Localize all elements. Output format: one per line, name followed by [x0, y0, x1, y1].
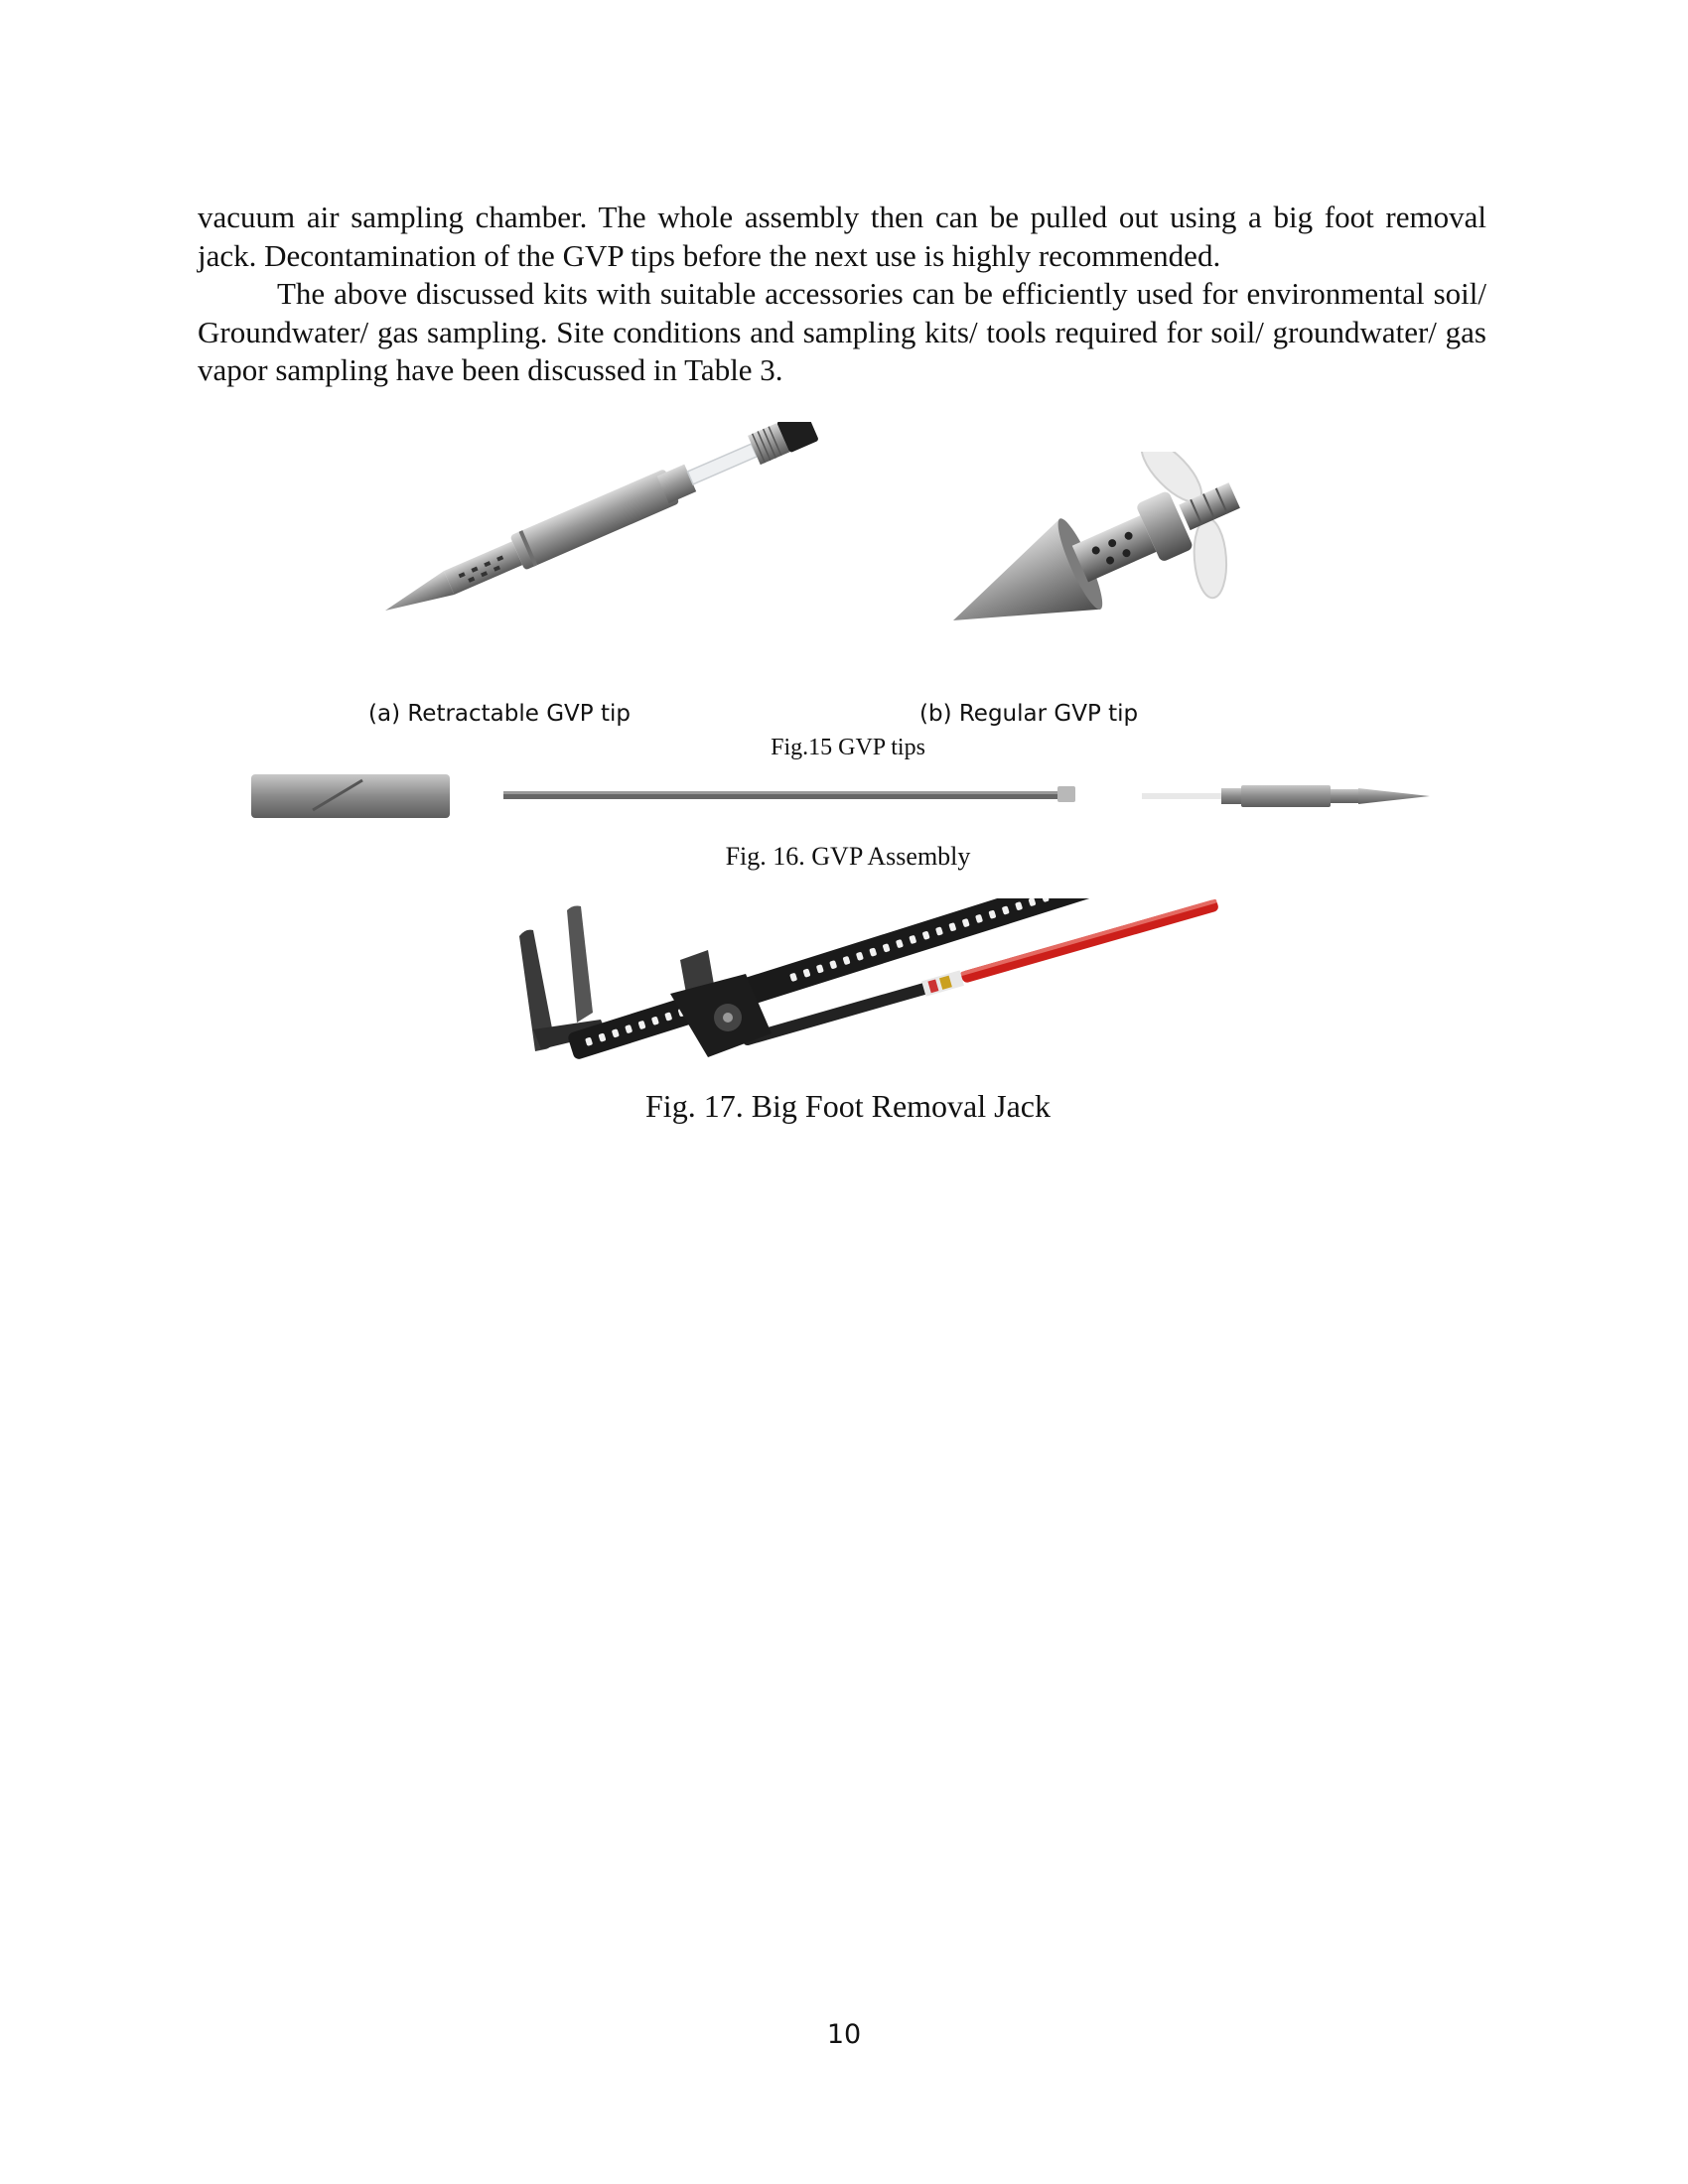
body-text [198, 199, 1486, 390]
label-regular-gvp-tip: (b) Regular GVP tip [919, 701, 1139, 727]
retractable-gvp-tip-image [377, 422, 894, 620]
big-foot-removal-jack-image [511, 898, 1251, 1087]
label-retractable-gvp-tip: (a) Retractable GVP tip [368, 701, 631, 727]
gvp-assembly-image [243, 764, 1445, 824]
regular-gvp-tip-image [943, 452, 1286, 645]
figure-15-caption: Fig.15 GVP tips [771, 735, 925, 760]
page-number: 10 [826, 2019, 862, 2050]
figure-16-caption: Fig. 16. GVP Assembly [725, 842, 971, 871]
paragraph-continuation: vacuum air sampling chamber. The whole assembly then can be pulled out using a big foot removal jack. Decontamination of the GVP tips before the next use is highly recommended. [198, 200, 1486, 273]
paragraph-kits: The above discussed kits with suitable accessories can be efficiently used for environmental soil/ Groundwater/ gas sampling. Site conditions and sampling kits/ tools required for soil/ groundwater/ gas vapor sampling have been discussed in Table 3. [198, 276, 1486, 387]
figure-17-caption: Fig. 17. Big Foot Removal Jack [645, 1088, 1051, 1124]
